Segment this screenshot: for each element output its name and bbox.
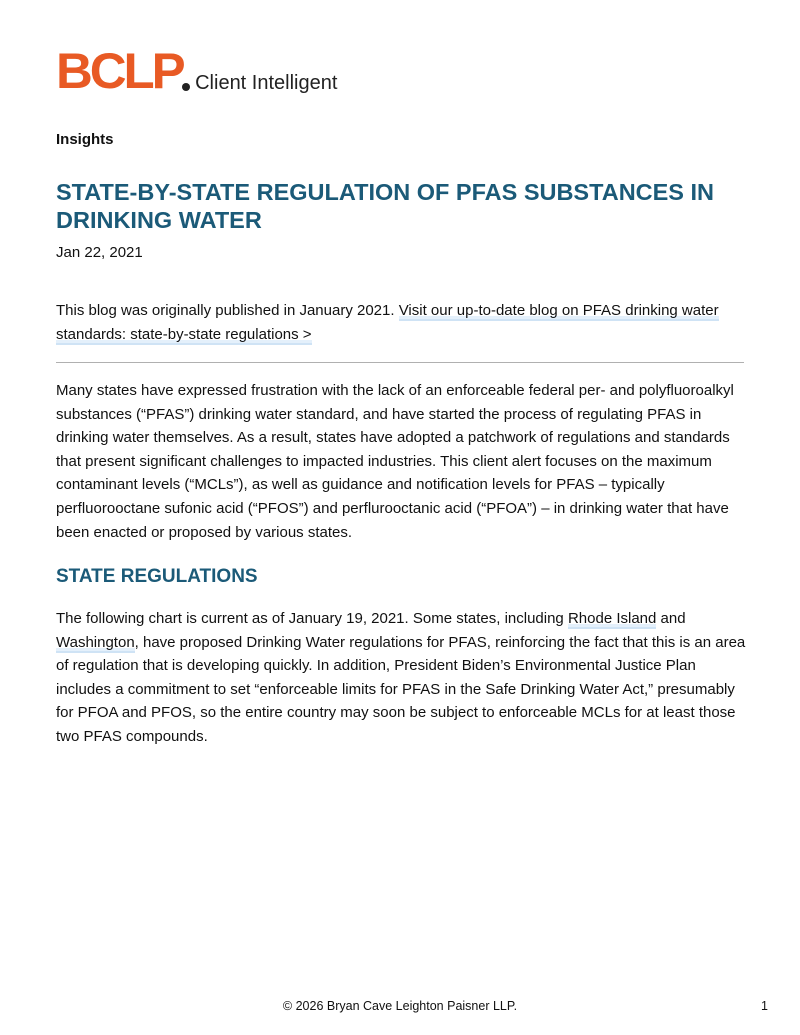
- body-paragraph-1: Many states have expressed frustration with the lack of an enforceable federal per- and polyfluoroalkyl substances (“PFAS”) drinking water standard, and have started the process of regulating PFAS in drinking water themselves. As a result, states have adopted a patchwork of regulations and standards that present significant challenges to impacted industries. This client alert focuses on the maximum contaminant levels (“MCLs”), as well as guidance and notification levels for PFAS – typically perfluorooctane sufonic acid (“PFOS”) and perflurooctanic acid (“PFOA”) – in drinking water that have been enacted or proposed by various states.: [56, 382, 734, 541]
- rhode-island-link[interactable]: Rhode Island: [567, 610, 657, 627]
- paragraph-2-text-c: , have proposed Drinking Water regulations for PFAS, reinforcing the fact that this is an area of regulation that is developing quickly. In addition, President Biden’s Environmental Justice Plan includes a commitment to set “enforceable limits for PFAS in the Safe Drinking Water Act,” presumably for PFOA and PFOS, so the entire country may soon be subject to enforceable MCLs for at least those two PFAS compounds.: [56, 633, 746, 745]
- body-paragraph-2: [56, 607, 748, 749]
- paragraph-2-text-a: The following chart is current as of January 19, 2021. Some states, including: [56, 610, 568, 627]
- section-heading: STATE REGULATIONS: [56, 566, 258, 587]
- washington-link[interactable]: Washington: [56, 633, 135, 651]
- logo-wordmark: BCLP: [56, 43, 183, 99]
- intro-paragraph: [56, 299, 746, 347]
- article-title: STATE-BY-STATE REGULATION OF PFAS SUBSTANCES IN DRINKING WATER: [56, 179, 715, 233]
- intro-text: This blog was originally published in January 2021.: [56, 302, 399, 319]
- logo-tagline: Client Intelligent: [195, 72, 338, 94]
- section-label: Insights: [56, 131, 114, 148]
- article-date: Jan 22, 2021: [56, 244, 143, 261]
- divider: [56, 362, 744, 363]
- updated-blog-link[interactable]: Visit our up-to-date blog on PFAS drinking water standards: state-by-state regulations >: [56, 302, 719, 343]
- logo-dot-icon: [182, 83, 190, 91]
- page-number: 1: [761, 999, 768, 1013]
- footer-copyright: © 2026 Bryan Cave Leighton Paisner LLP.: [282, 999, 518, 1013]
- bclp-logo[interactable]: [56, 43, 338, 99]
- paragraph-2-text-b: and: [656, 610, 686, 627]
